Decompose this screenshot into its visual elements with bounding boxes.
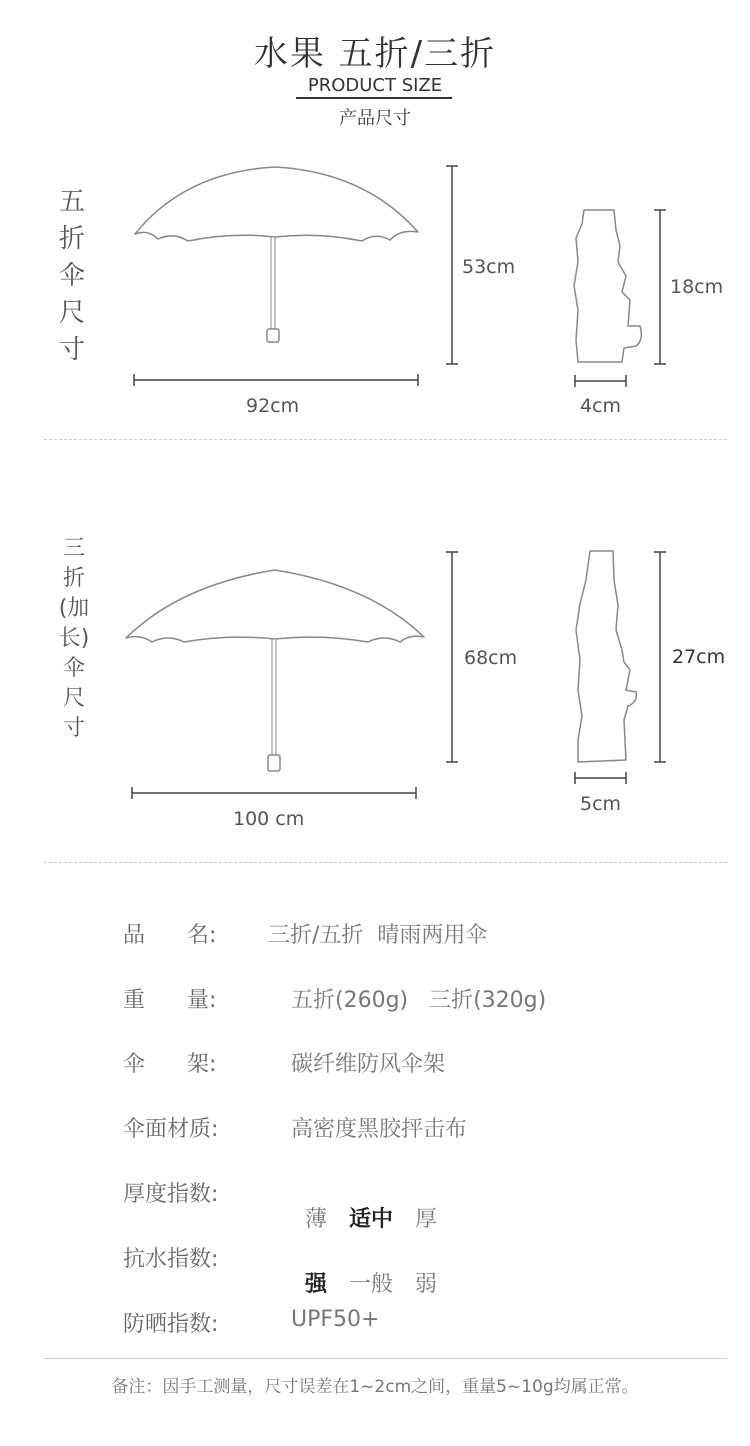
three-fold-folded-width-label: 5cm	[580, 793, 622, 815]
thickness-option-thin: 薄	[305, 1207, 328, 1232]
five-fold-size-label: 五 折 伞 尺 寸	[58, 187, 85, 365]
spec-weight-label: 重 量:	[123, 988, 217, 1013]
spec-frame-value: 碳纤维防风伞架	[291, 1052, 446, 1077]
five-fold-folded-length-label: 18cm	[670, 276, 724, 298]
spec-thickness-value	[291, 1177, 459, 1233]
three-fold-height-label: 68cm	[464, 647, 518, 669]
three-fold-size-label: 三 折 (加 长) 伞 尺 寸	[58, 536, 90, 741]
three-fold-folded-umbrella-icon	[576, 551, 636, 762]
waterproof-option-weak: 弱	[415, 1272, 438, 1297]
spec-uv-label: 防晒指数:	[123, 1312, 219, 1337]
five-fold-umbrella-shaft-icon	[271, 237, 275, 329]
spec-weight-value: 五折(260g) 三折(320g)	[291, 988, 547, 1013]
spec-uv-value: UPF50+	[291, 1307, 380, 1332]
spec-frame-label: 伞 架:	[123, 1052, 217, 1077]
spec-thickness-label: 厚度指数:	[123, 1182, 219, 1207]
spec-material-value: 高密度黑胶抨击布	[291, 1117, 468, 1142]
five-fold-width-label: 92cm	[246, 395, 300, 417]
spec-material-label: 伞面材质:	[123, 1117, 219, 1142]
waterproof-option-normal: 一般	[349, 1272, 394, 1297]
five-fold-umbrella-canopy-icon	[135, 167, 418, 241]
subtitle-chinese: 产品尺寸	[339, 108, 411, 129]
thickness-option-medium: 适中	[349, 1207, 394, 1232]
subtitle-english: PRODUCT SIZE	[307, 75, 443, 96]
waterproof-option-strong: 强	[305, 1272, 328, 1297]
three-fold-width-label: 100 cm	[233, 808, 305, 830]
three-fold-umbrella-canopy-icon	[126, 570, 424, 642]
section-divider	[44, 862, 727, 863]
three-fold-umbrella-shaft-icon	[272, 639, 276, 755]
page-title: 水果 五折/三折	[253, 34, 497, 74]
three-fold-umbrella-handle-icon	[268, 755, 280, 771]
three-fold-folded-length-label: 27cm	[672, 646, 726, 668]
five-fold-umbrella-handle-icon	[267, 329, 279, 342]
spec-waterproof-value	[291, 1242, 459, 1298]
spec-name-value: 三折/五折 晴雨两用伞	[268, 923, 488, 948]
five-fold-folded-umbrella-icon	[574, 210, 641, 362]
note-divider	[44, 1358, 727, 1359]
section-divider	[44, 439, 727, 440]
five-fold-folded-width-label: 4cm	[580, 395, 622, 417]
thickness-option-thick: 厚	[415, 1207, 438, 1232]
spec-name-label: 品 名:	[123, 923, 217, 948]
five-fold-height-label: 53cm	[462, 256, 516, 278]
spec-waterproof-label: 抗水指数:	[123, 1247, 219, 1272]
footnote: 备注：因手工测量，尺寸误差在1~2cm之间，重量5~10g均属正常。	[111, 1377, 639, 1397]
